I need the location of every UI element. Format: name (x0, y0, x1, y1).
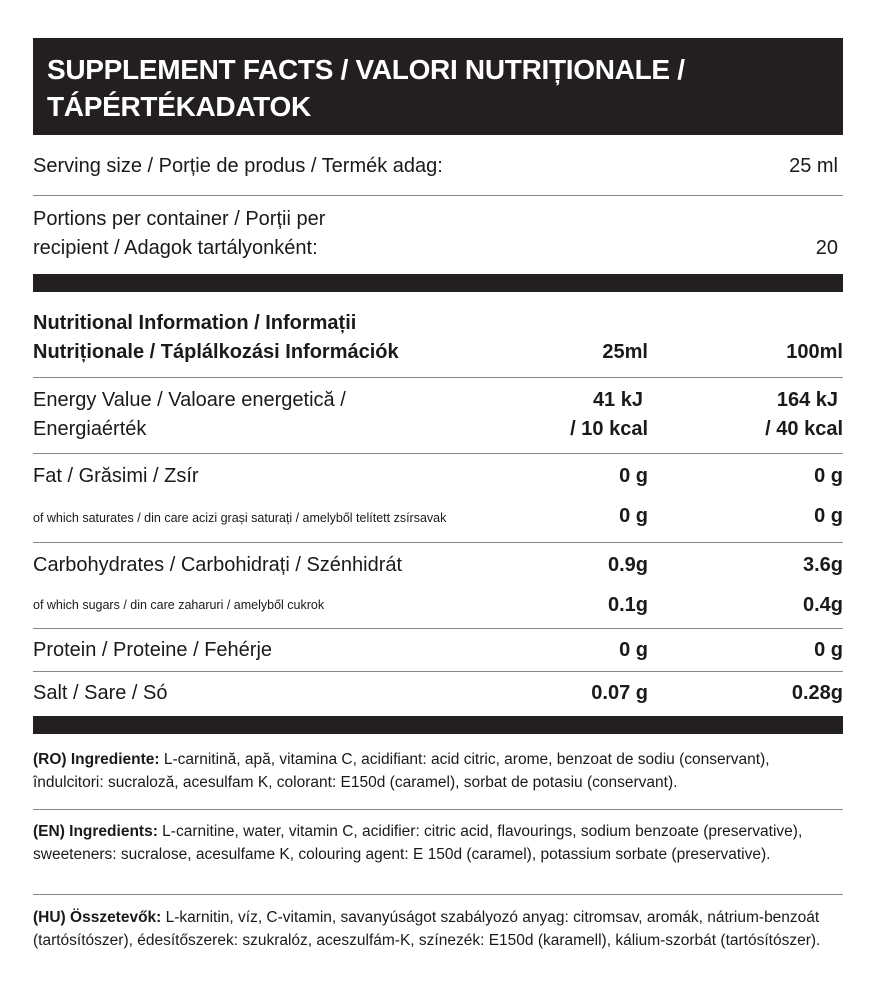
serving-size-value: 25 ml (789, 155, 838, 177)
salt-label: Salt / Sare / Só (33, 682, 168, 704)
saturates-25ml: 0 g (619, 505, 648, 527)
energy-100ml-kj: 164 kJ (776, 389, 838, 411)
energy-25ml-kj: 41 kJ (592, 389, 643, 411)
divider (33, 671, 843, 672)
carbs-label: Carbohydrates / Carbohidrați / Szénhidrát (33, 554, 403, 576)
energy-25ml-kcal: / 10 kcal (570, 418, 648, 440)
serving-size-label: Serving size / Porție de produs / Termék adag: (33, 155, 443, 177)
ingredients-ro (33, 748, 843, 794)
divider (33, 453, 843, 454)
protein-label: Protein / Proteine / Fehérje (33, 639, 273, 661)
ingredients-en (33, 820, 843, 866)
divider (33, 809, 843, 810)
divider (33, 377, 843, 378)
salt-100ml: 0.28g (791, 682, 843, 704)
nutrition-heading-line2: Nutriționale / Táplálkozási Információk (33, 341, 399, 363)
divider (33, 628, 843, 629)
protein-100ml: 0 g (814, 639, 843, 661)
saturates-label: of which saturates / din care acizi grași saturați / amelyből telített zsírsavak (33, 511, 447, 525)
fat-25ml: 0 g (619, 465, 648, 487)
protein-25ml: 0 g (619, 639, 648, 661)
ingredients-hu-text: L-karnitin, víz, C-vitamin, savanyúságot szabályozó anyag: citromsav, aromák, nátrium-benzoát (tartósítószer), édesítőszerek: szukralóz, aceszulfám-K, színezék: E150d (karamell), kálium-szorbát (tartósítószer). (33, 909, 821, 949)
col-25ml-header: 25ml (602, 341, 648, 363)
salt-25ml: 0.07 g (591, 682, 648, 704)
ingredients-hu-label: (HU) Összetevők: (33, 909, 162, 926)
fat-label: Fat / Grăsimi / Zsír (33, 465, 199, 487)
thick-divider (33, 716, 843, 734)
ingredients-ro-text: L-carnitină, apă, vitamina C, acidifiant: acid citric, arome, benzoat de sodiu (conservant), îndulcitori: sucraloză, acesulfam K, colorant: E150d (caramel), sorbat de potasiu (conservant). (33, 751, 770, 791)
supplement-facts-header (33, 38, 843, 135)
portions-label-line1: Portions per container / Porții per (33, 208, 326, 230)
energy-label-line2: Energiaérték (33, 418, 147, 440)
ingredients-en-label: (EN) Ingredients: (33, 823, 158, 840)
thick-divider (33, 274, 843, 292)
energy-100ml-kcal: / 40 kcal (765, 418, 843, 440)
portions-value: 20 (815, 237, 838, 259)
col-100ml-header: 100ml (786, 341, 843, 363)
carbs-25ml: 0.9g (607, 554, 648, 576)
fat-100ml: 0 g (814, 465, 843, 487)
energy-label-line1: Energy Value / Valoare energetică / (33, 389, 346, 411)
sugars-25ml: 0.1g (607, 594, 648, 616)
ingredients-en-text: L-carnitine, water, vitamin C, acidifier: citric acid, flavourings, sodium benzoate (preservative), sweeteners: sucralose, acesulfame K, colouring agent: E 150d (caramel), potassium sorbate (preservative). (33, 823, 803, 863)
ingredients-hu (33, 906, 843, 952)
divider (33, 195, 843, 196)
sugars-100ml: 0.4g (802, 594, 843, 616)
saturates-100ml: 0 g (814, 505, 843, 527)
header-title: SUPPLEMENT FACTS / VALORI NUTRIȚIONALE / TÁPÉRTÉKADATOK (47, 54, 685, 122)
sugars-label: of which sugars / din care zaharuri / amelyből cukrok (33, 598, 325, 612)
ingredients-ro-label: (RO) Ingrediente: (33, 751, 160, 768)
divider (33, 542, 843, 543)
divider (33, 894, 843, 895)
nutrition-heading-line1: Nutritional Information / Informații (33, 312, 357, 334)
carbs-100ml: 3.6g (802, 554, 843, 576)
portions-label-line2: recipient / Adagok tartályonként: (33, 237, 318, 259)
